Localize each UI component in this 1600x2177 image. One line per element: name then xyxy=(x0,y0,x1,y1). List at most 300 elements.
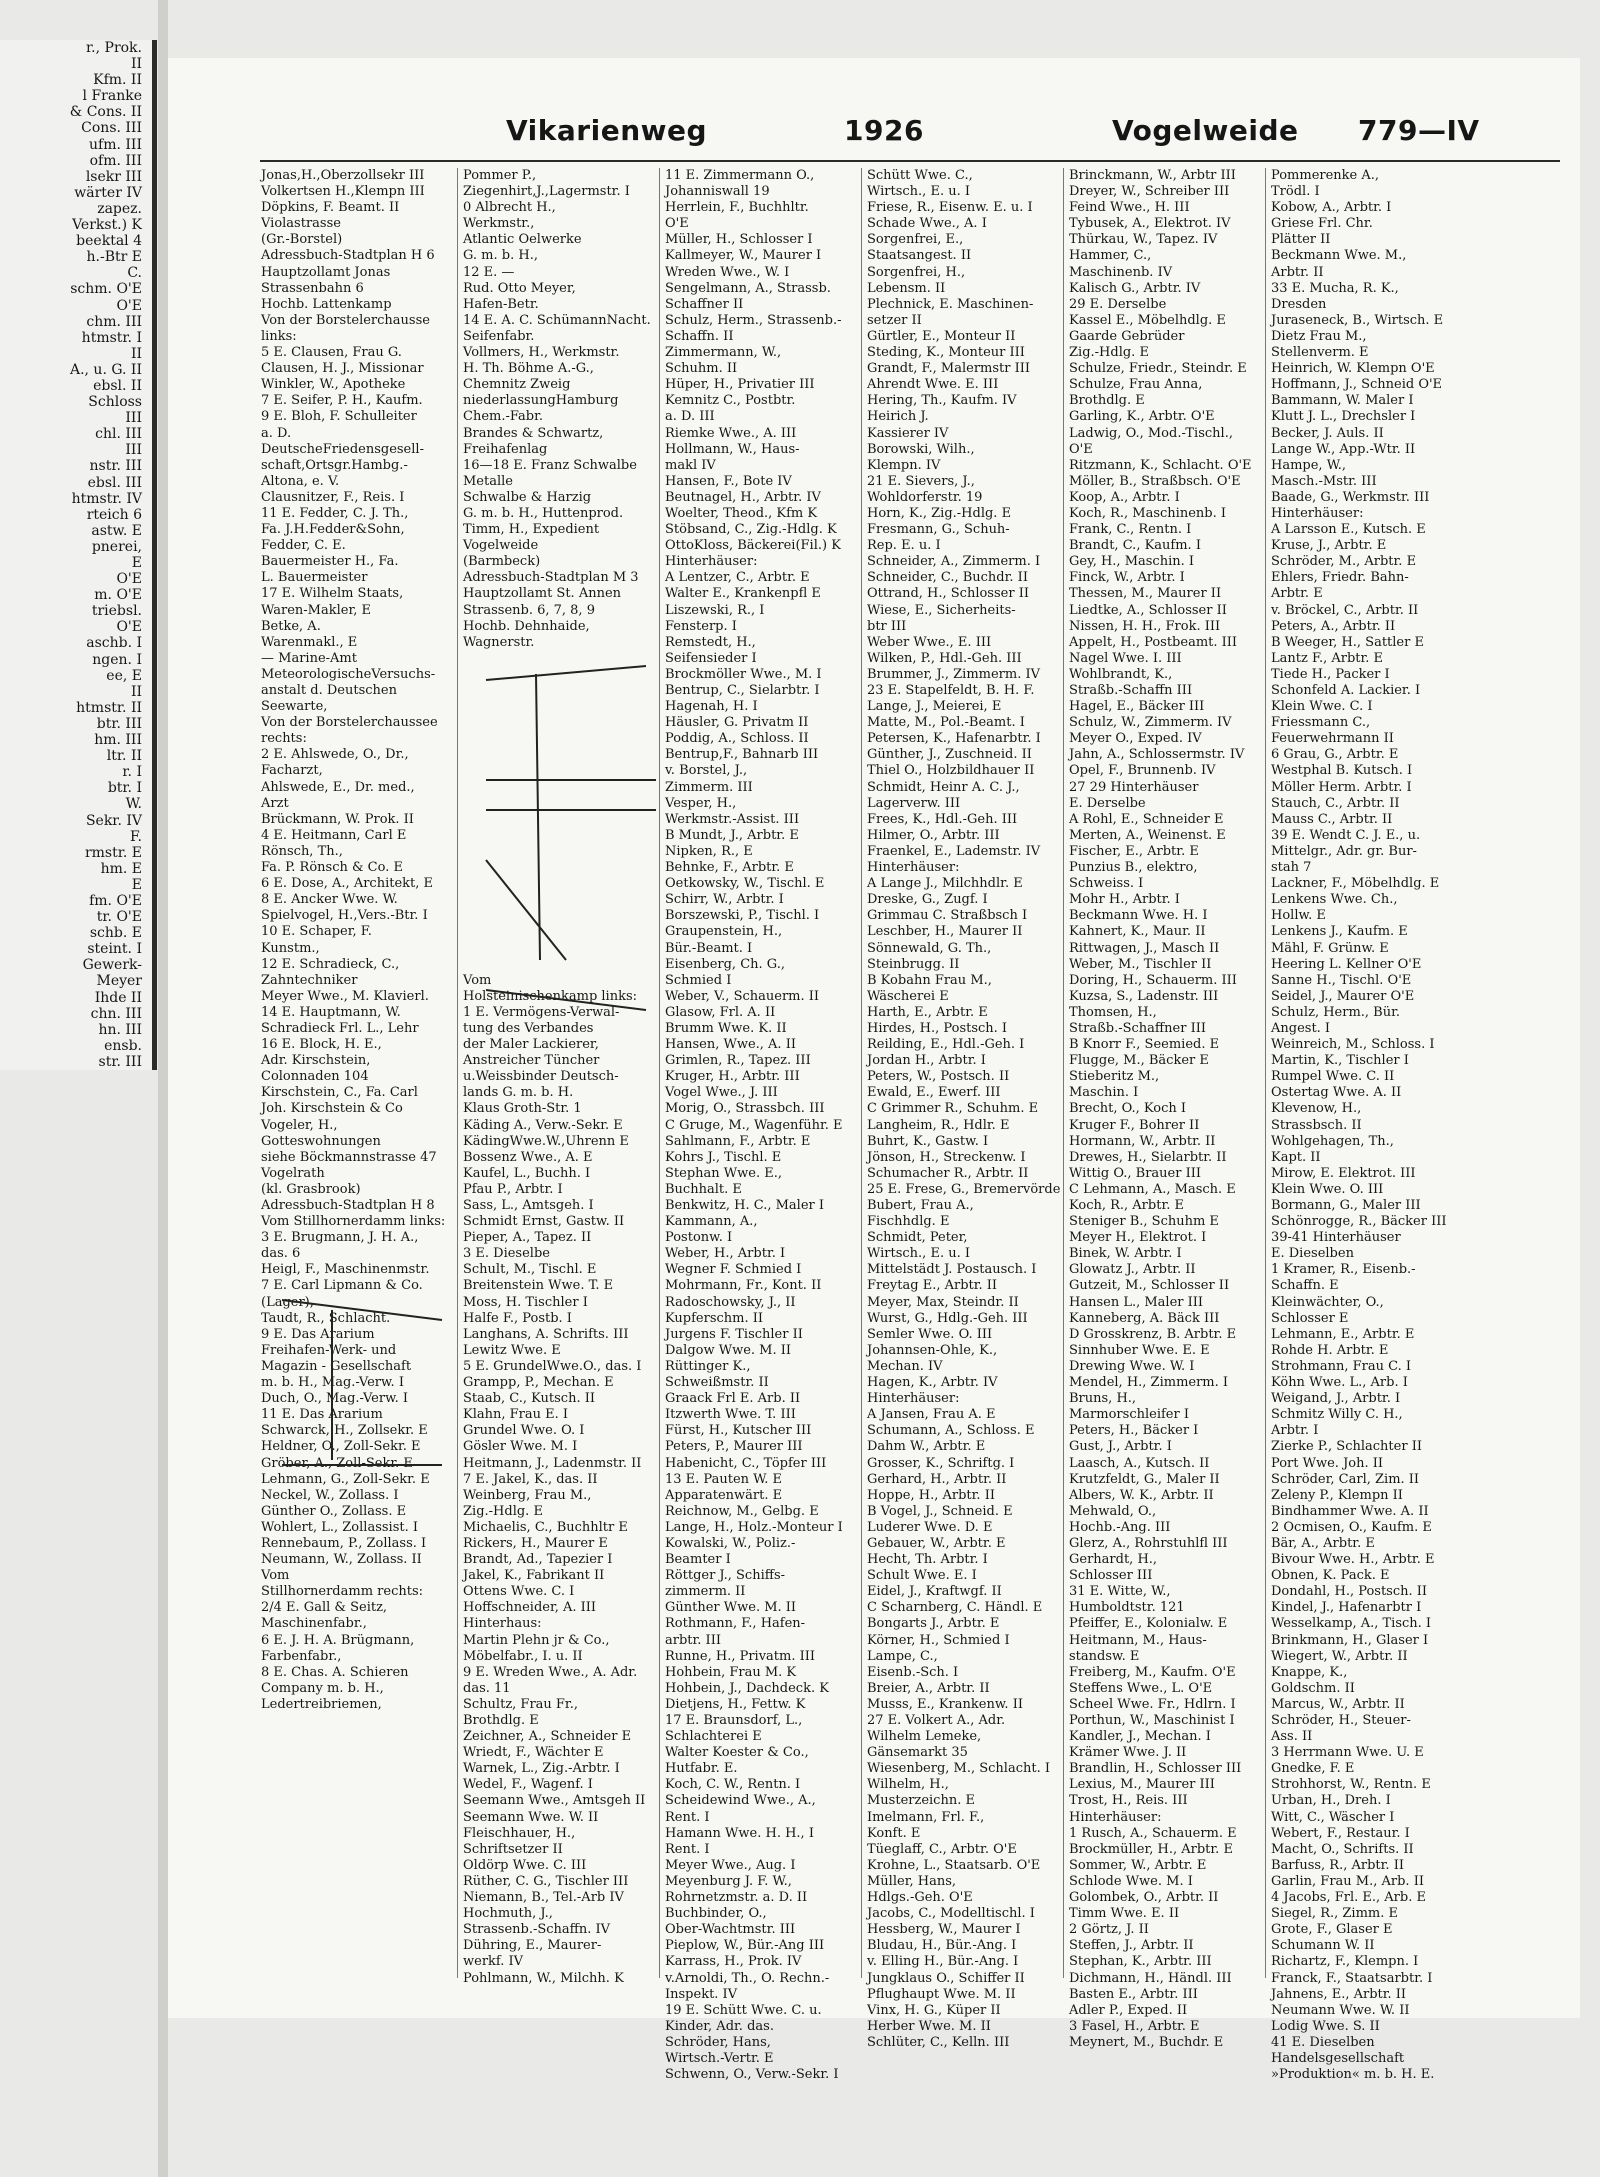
directory-entry: Straßb.-Schaffn III xyxy=(1069,683,1193,698)
directory-column-1 xyxy=(258,168,452,1988)
directory-entry: B Knorr F., Seemied. E xyxy=(1069,1037,1220,1053)
directory-entry: Rüther, C. G., Tischler III xyxy=(463,1873,629,1889)
directory-entry: Rothmann, F., Hafen- xyxy=(665,1616,806,1632)
left-page-fragment: Verkst.) K xyxy=(72,217,142,234)
directory-entry: C Grimmer R., Schuhm. E xyxy=(867,1101,1039,1117)
directory-entry: Möbelfabr., I. u. II xyxy=(463,1648,583,1664)
directory-entry: Heigl, F., Maschinenmstr. xyxy=(261,1262,430,1278)
directory-entry: Holsteinischenkamp links: xyxy=(463,988,638,1004)
directory-column-2 xyxy=(460,168,654,1988)
directory-entry: Hochb. Lattenkamp xyxy=(261,296,392,312)
directory-entry: a. D. III xyxy=(665,409,715,425)
directory-entry: Karrass, H., Prok. IV xyxy=(665,1954,802,1970)
directory-entry: Stauch, C., Arbtr. II xyxy=(1271,795,1400,811)
directory-entry: Clausen, H. J., Missionar xyxy=(261,361,424,377)
directory-entry: 3 Fasel, H., Arbtr. E xyxy=(1069,2018,1200,2034)
directory-entry: Siegel, R., Zimm. E xyxy=(1271,1906,1398,1922)
directory-entry: Winkler, W., Apotheke xyxy=(261,377,406,393)
directory-entry: Dreske, G., Zugf. I xyxy=(867,892,988,908)
directory-entry: Finck, W., Arbtr. I xyxy=(1069,570,1185,586)
directory-entry: Plätter II xyxy=(1271,232,1331,248)
directory-entry: Hirdes, H., Postsch. I xyxy=(867,1020,1008,1036)
directory-entry: Hammer, C., xyxy=(1069,248,1152,264)
directory-entry: Thomsen, H., xyxy=(1069,1004,1157,1020)
directory-entry: 7 E. Carl Lipmann & Co. xyxy=(261,1278,423,1294)
directory-entry: das. 11 xyxy=(463,1680,511,1696)
directory-entry: Radoschowsky, J., II xyxy=(665,1294,796,1310)
directory-entry: Hansen, F., Bote IV xyxy=(665,473,792,489)
directory-entry: Hochmuth, J., xyxy=(463,1906,553,1922)
directory-entry: a. D. xyxy=(261,425,292,441)
directory-entry: Frees, K., Hdl.-Geh. III xyxy=(867,811,1018,827)
directory-entry: Schaffner II xyxy=(665,296,744,312)
directory-entry: Steffens Wwe., L. O'E xyxy=(1069,1680,1213,1696)
directory-entry: Werkmstr., xyxy=(463,216,535,232)
directory-entry: Ober-Wachtmstr. III xyxy=(665,1922,796,1938)
directory-entry: Fensterp. I xyxy=(665,618,737,634)
directory-entry: Bubert, Frau A., xyxy=(867,1198,974,1213)
directory-entry: Graupenstein, H., xyxy=(665,924,783,940)
directory-entry: Humboldtstr. 121 xyxy=(1069,1600,1185,1616)
directory-entry: Schulze, Friedr., Steindr. E xyxy=(1069,361,1247,377)
directory-entry: Ottrand, H., Schlosser II xyxy=(867,586,1029,602)
directory-entry: Arzt xyxy=(261,795,289,811)
directory-entry: Facharzt, xyxy=(261,763,323,779)
directory-entry: Schult, M., Tischl. E xyxy=(463,1262,597,1278)
directory-entry: Gerhard, H., Arbtr. II xyxy=(867,1471,1007,1487)
directory-entry: Ritzmann, K., Schlacht. O'E xyxy=(1069,457,1252,473)
directory-entry: Günther Wwe. M. II xyxy=(665,1600,797,1616)
directory-entry: Scheidewind Wwe., A., xyxy=(665,1793,816,1809)
vogelrath-street-map xyxy=(272,1290,452,1480)
directory-entry: Fischhdlg. E xyxy=(867,1214,950,1230)
directory-entry: Eidel, J., Kraftwgf. II xyxy=(867,1584,1002,1600)
directory-entry: Adressbuch-Stadtplan M 3 xyxy=(463,570,639,586)
directory-entry: Sahlmann, F., Arbtr. E xyxy=(665,1133,811,1149)
directory-entry: Betke, A. xyxy=(261,618,321,634)
directory-entry: Brandlin, H., Schlosser III xyxy=(1069,1761,1242,1777)
directory-column-5 xyxy=(1066,168,1260,2050)
directory-entry: Dühring, E., Maurer- xyxy=(463,1938,602,1954)
directory-entry: Freihafen-Werk- und xyxy=(261,1342,397,1358)
directory-entry: Witt, C., Wäscher I xyxy=(1271,1809,1395,1825)
directory-entry: Strohmann, Frau C. I xyxy=(1271,1358,1412,1374)
directory-entry: Rent. I xyxy=(665,1841,710,1857)
directory-entry: Pieplow, W., Bür.-Ang III xyxy=(665,1938,825,1954)
directory-entry: Krutzfeldt, G., Maler II xyxy=(1069,1471,1220,1487)
directory-entry: Appelt, H., Postbeamt. III xyxy=(1069,634,1238,650)
left-page-fragment: O'E xyxy=(116,297,142,314)
directory-entry: 25 E. Frese, G., Bremervörde xyxy=(867,1181,1061,1197)
directory-entry: Weigand, J., Arbtr. I xyxy=(1271,1391,1401,1407)
directory-entry: Hamann Wwe. H. H., I xyxy=(665,1825,814,1841)
header-left-keyword: Vikarienweg xyxy=(506,114,708,147)
directory-entry: Hoffschneider, A. III xyxy=(463,1600,597,1616)
directory-entry: Wiegert, W., Arbtr. II xyxy=(1271,1648,1408,1664)
directory-entry: Arbtr. E xyxy=(1271,586,1323,602)
directory-entry: Ahlswede, E., Dr. med., xyxy=(261,779,415,795)
left-page-fragment: hm. E xyxy=(100,860,142,877)
header-right-keyword: Vogelweide xyxy=(1112,114,1299,147)
directory-entry: Dahm W., Arbtr. E xyxy=(867,1439,986,1455)
directory-entry: Hagel, E., Bäcker III xyxy=(1069,699,1205,715)
directory-entry: Brückmann, W. Prok. II xyxy=(261,811,414,827)
directory-entry: Pfau P., Arbtr. I xyxy=(463,1181,563,1197)
directory-entry: Kammann, A., xyxy=(665,1214,758,1230)
column-divider xyxy=(659,168,660,1978)
directory-entry: 14 E. Hauptmann, W. xyxy=(261,1004,401,1020)
directory-entry: Zig.-Hdlg. E xyxy=(463,1503,543,1519)
column-divider xyxy=(1063,168,1064,1978)
directory-entry: Schultz, Frau Fr., xyxy=(463,1696,578,1712)
directory-entry: Fraenkel, E., Lademstr. IV xyxy=(867,843,1041,859)
left-page-fragment: O'E xyxy=(116,619,142,636)
directory-entry: Schmitz Willy C. H., xyxy=(1271,1407,1403,1423)
directory-entry: C Scharnberg, C. Händl. E xyxy=(867,1600,1043,1616)
directory-entry: Hochb.-Ang. III xyxy=(1069,1519,1171,1535)
directory-entry: Poddig, A., Schloss. II xyxy=(665,731,809,747)
directory-entry: werkf. IV xyxy=(463,1954,524,1970)
directory-entry: Goldschm. II xyxy=(1271,1680,1355,1696)
left-page-fragment: ufm. III xyxy=(89,136,142,153)
directory-entry: Seifensieder I xyxy=(665,650,757,666)
directory-entry: Brothdlg. E xyxy=(1069,393,1145,409)
directory-entry: Graack Frl E. Arb. II xyxy=(665,1391,801,1407)
directory-entry: Rickers, H., Maurer E xyxy=(463,1535,608,1551)
directory-entry: Kallmeyer, W., Maurer I xyxy=(665,248,822,264)
directory-entry: Gaarde Gebrüder xyxy=(1069,328,1185,344)
directory-entry: Farbenfabr., xyxy=(261,1648,342,1664)
directory-entry: 4 E. Heitmann, Carl E xyxy=(261,827,407,843)
left-page-fragment: rmstr. E xyxy=(84,844,142,861)
directory-entry: Ladwig, O., Mod.-Tischl., xyxy=(1069,425,1233,441)
directory-entry: Schwenn, O., Verw.-Sekr. I xyxy=(665,2067,839,2083)
directory-entry: 23 E. Stapelfeldt, B. H. F. xyxy=(867,683,1035,698)
directory-entry: niederlassungHamburg xyxy=(463,393,619,409)
directory-entry: Hutfabr. E. xyxy=(665,1761,738,1777)
directory-entry: Beutnagel, H., Arbtr. IV xyxy=(665,489,821,505)
directory-entry: Meyer Wwe., Aug. I xyxy=(665,1857,796,1873)
directory-entry: Leschber, H., Maurer II xyxy=(867,924,1023,940)
directory-entry: Martin Plehn jr & Co., xyxy=(463,1632,610,1648)
directory-entry: Schulz, W., Zimmerm. IV xyxy=(1069,715,1232,731)
directory-entry: Herrlein, F., Buchhltr. xyxy=(665,200,809,216)
directory-entry: Kassierer IV xyxy=(867,425,949,441)
directory-column-6 xyxy=(1268,168,1462,2083)
directory-entry: Zimmerm. III xyxy=(665,779,753,795)
directory-entry: stah 7 xyxy=(1271,860,1312,876)
directory-entry: Tüeglaff, C., Arbtr. O'E xyxy=(867,1841,1017,1857)
directory-entry: Klempn. IV xyxy=(867,457,941,473)
directory-entry: Port Wwe. Joh. II xyxy=(1271,1455,1384,1471)
directory-entry: Breier, A., Arbtr. II xyxy=(867,1680,990,1696)
directory-entry: Kuzsa, S., Ladenstr. III xyxy=(1069,988,1219,1004)
directory-entry: Schulz, Herm., Bür. xyxy=(1271,1004,1401,1020)
directory-entry: Zeichner, A., Schneider E xyxy=(463,1729,632,1745)
directory-entry: Heering L. Kellner O'E xyxy=(1271,956,1422,972)
directory-entry: Steding, K., Monteur III xyxy=(867,345,1025,361)
directory-entry: O'E xyxy=(665,216,689,232)
directory-entry: 7 E. Seifer, P. H., Kaufm. xyxy=(261,393,423,409)
directory-entry: 9 E. Wreden Wwe., A. Adr. xyxy=(463,1664,638,1680)
directory-entry: Arbtr. I xyxy=(1271,1423,1319,1439)
directory-entry: E. Derselbe xyxy=(1069,795,1146,811)
directory-entry: Müller, Hans, xyxy=(867,1873,957,1889)
directory-entry: Luderer Wwe. D. E xyxy=(867,1519,993,1535)
directory-entry: Wohlgehagen, Th., xyxy=(1271,1133,1394,1149)
directory-entry: Steffen, J., Arbtr. II xyxy=(1069,1938,1194,1954)
directory-entry: Rent. I xyxy=(665,1809,710,1825)
directory-entry: Macht, O., Schrifts. II xyxy=(1271,1841,1414,1857)
directory-entry: Behnke, F., Arbtr. E xyxy=(665,860,794,876)
directory-entry: Hoppe, H., Arbtr. II xyxy=(867,1487,995,1503)
directory-entry: Pommerenke A., xyxy=(1271,168,1380,183)
directory-entry: (Barmbeck) xyxy=(463,554,541,570)
directory-entry: Chemnitz Zweig xyxy=(463,377,571,393)
directory-entry: Vom xyxy=(463,972,492,988)
directory-entry: Mähl, F. Grünw. E xyxy=(1271,940,1389,956)
directory-entry: 4 Jacobs, Frl. E., Arb. E xyxy=(1271,1890,1426,1906)
left-page-fragment: E xyxy=(131,876,142,893)
directory-entry: Gürtler, E., Monteur II xyxy=(867,328,1016,344)
directory-entry: Hagenah, H. I xyxy=(665,699,758,715)
directory-entry: 21 E. Sievers, J., xyxy=(867,473,975,489)
directory-entry: Borszewski, P., Tischl. I xyxy=(665,908,820,924)
directory-entry: Beckmann Wwe. H. I xyxy=(1069,908,1208,924)
left-page-fragment: wärter IV xyxy=(74,184,142,201)
directory-entry: Dichmann, H., Händl. III xyxy=(1069,1970,1232,1986)
previous-page-edge xyxy=(0,40,157,1070)
directory-entry: Mohr H., Arbtr. I xyxy=(1069,892,1180,908)
directory-entry: Klahn, Frau E. I xyxy=(463,1407,569,1423)
directory-entry: Basten E., Arbtr. III xyxy=(1069,1986,1198,2002)
directory-entry: Lexius, M., Maurer III xyxy=(1069,1777,1215,1793)
directory-entry: Koch, C. W., Rentn. I xyxy=(665,1777,801,1793)
directory-entry: 2 E. Ahlswede, O., Dr., xyxy=(261,747,409,763)
directory-entry: Lange W., App.-Wtr. II xyxy=(1271,441,1416,457)
directory-entry: Wohlert, L., Zollassist. I xyxy=(261,1519,418,1535)
directory-entry: 6 E. Dose, A., Architekt, E xyxy=(261,876,434,892)
directory-entry: 7 E. Jakel, K., das. II xyxy=(463,1471,598,1487)
directory-entry: Hinterhaus: xyxy=(463,1616,542,1632)
directory-entry: Rüttinger K., xyxy=(665,1358,751,1374)
directory-entry: Wiesenberg, M., Schlacht. I xyxy=(867,1761,1050,1777)
directory-entry: 3 E. Brugmann, J. H. A., xyxy=(261,1230,419,1246)
directory-entry: Kalisch G., Arbtr. IV xyxy=(1069,280,1201,296)
directory-entry: Adressbuch-Stadtplan H 8 xyxy=(261,1198,435,1213)
directory-entry: Schriftsetzer II xyxy=(463,1841,563,1857)
directory-entry: Eisenberg, Ch. G., xyxy=(665,956,785,972)
directory-entry: Jönson, H., Streckenw. I xyxy=(867,1149,1026,1165)
directory-entry: Schweiss. I xyxy=(1069,876,1144,892)
directory-entry: Binek, W. Arbtr. I xyxy=(1069,1246,1182,1262)
directory-entry: 3 Herrmann Wwe. U. E xyxy=(1271,1745,1424,1761)
directory-entry: Baade, G., Werkmstr. III xyxy=(1271,489,1430,505)
left-page-fragment: Sekr. IV xyxy=(85,812,142,829)
directory-entry: Steniger B., Schuhm E xyxy=(1069,1214,1219,1230)
directory-entry: Fischer, E., Arbtr. E xyxy=(1069,843,1199,859)
directory-entry: Schlachterei E xyxy=(665,1729,762,1745)
directory-entry: DeutscheFriedensgesell- xyxy=(261,441,424,457)
left-page-fragment: rteich 6 xyxy=(86,506,142,523)
directory-entry: Meyer, Max, Steindr. II xyxy=(867,1294,1019,1310)
directory-entry: Brandt, Ad., Tapezier I xyxy=(463,1552,613,1568)
directory-entry: Heitmann, M., Haus- xyxy=(1069,1632,1207,1648)
directory-entry: Hohbein, Frau M. K xyxy=(665,1664,797,1680)
directory-entry: Warenmakl., E xyxy=(261,634,358,650)
left-page-fragment: btr. III xyxy=(96,715,142,732)
left-page-fragment: fm. O'E xyxy=(89,892,142,909)
directory-entry: Inspekt. IV xyxy=(665,1986,738,2002)
directory-entry: Sommer, W., Arbtr. E xyxy=(1069,1857,1207,1873)
directory-entry: Herber Wwe. M. II xyxy=(867,2018,991,2034)
directory-entry: Tiede H., Packer I xyxy=(1271,666,1390,682)
directory-entry: Angest. I xyxy=(1271,1020,1331,1036)
directory-entry: Klaus Groth-Str. 1 xyxy=(463,1101,582,1117)
directory-entry: Brandt, C., Kaufm. I xyxy=(1069,538,1201,554)
directory-entry: Petersen, K., Hafenarbtr. I xyxy=(867,731,1041,747)
left-page-fragment: l Franke xyxy=(82,88,142,105)
directory-entry: Röttger J., Schiffs- xyxy=(665,1568,786,1584)
directory-entry: A Rohl, E., Schneider E xyxy=(1069,811,1224,827)
directory-entry: Hollmann, W., Haus- xyxy=(665,441,800,457)
directory-entry: Werkmstr.-Assist. III xyxy=(665,811,800,827)
directory-entry: Brinkmann, H., Glaser I xyxy=(1271,1632,1429,1648)
directory-entry: Sanne H., Tischl. O'E xyxy=(1271,972,1412,988)
directory-entry: Weinberg, Frau M., xyxy=(463,1487,592,1503)
directory-entry: Seemann Wwe. W. II xyxy=(463,1809,599,1825)
directory-entry: Porthun, W., Maschinist I xyxy=(1069,1713,1235,1728)
directory-entry: Johanniswall 19 xyxy=(665,184,770,200)
directory-entry: Jacobs, C., Modelltischl. I xyxy=(867,1906,1035,1922)
directory-entry: Rennebaum, P., Zollass. I xyxy=(261,1535,427,1551)
directory-entry: Schlüter, C., Kelln. III xyxy=(867,2034,1010,2050)
directory-entry: Hinterhäuser: xyxy=(665,554,758,570)
directory-entry: Semler Wwe. O. III xyxy=(867,1326,993,1342)
directory-entry: Dondahl, H., Postsch. II xyxy=(1271,1584,1428,1600)
directory-entry: tung des Verbandes xyxy=(463,1020,594,1036)
directory-entry: Schröder, Carl, Zim. II xyxy=(1271,1471,1420,1487)
directory-entry: Lodig Wwe. S. II xyxy=(1271,2018,1380,2034)
directory-entry: Weber, M., Tischler II xyxy=(1069,956,1212,972)
directory-entry: Zierke P., Schlachter II xyxy=(1271,1439,1422,1455)
left-page-fragment: chm. III xyxy=(86,313,142,330)
directory-entry: Bammann, W. Maler I xyxy=(1271,393,1414,409)
directory-entry: 1 E. Vermögens-Verwal- xyxy=(463,1004,620,1020)
directory-entry: Hdlgs.-Geh. O'E xyxy=(867,1890,973,1906)
directory-entry: Wriedt, F., Wächter E xyxy=(463,1745,604,1761)
directory-entry: Kupferschm. II xyxy=(665,1310,764,1326)
directory-entry: (Gr.-Borstel) xyxy=(261,232,343,248)
directory-entry: B Mundt, J., Arbtr. E xyxy=(665,827,799,843)
directory-entry: Maschinenb. IV xyxy=(1069,264,1173,280)
directory-entry: Seewarte, xyxy=(261,699,328,715)
directory-entry: Moss, H. Tischler I xyxy=(463,1294,588,1310)
left-page-fragment: lsekr III xyxy=(85,168,142,185)
directory-entry: Fa. P. Rönsch & Co. E xyxy=(261,860,403,876)
directory-entry: Rittwagen, J., Masch II xyxy=(1069,940,1220,956)
directory-entry: Pohlmann, W., Milchh. K xyxy=(463,1970,624,1986)
directory-entry: Beckmann Wwe. M., xyxy=(1271,248,1407,264)
directory-entry: Gutzeit, M., Schlosser II xyxy=(1069,1278,1230,1294)
directory-entry: Metalle xyxy=(463,473,513,489)
left-page-fragment: chn. III xyxy=(90,1005,142,1022)
directory-entry: das. 6 xyxy=(261,1246,301,1262)
directory-entry: Hilmer, O., Arbtr. III xyxy=(867,827,1000,843)
directory-entry: Nipken, R., E xyxy=(665,843,753,859)
directory-entry: m. b. H., Mag.-Verw. I xyxy=(261,1375,404,1391)
directory-entry: standsw. E xyxy=(1069,1648,1140,1664)
directory-entry: Scheel Wwe. Fr., Hdlrn. I xyxy=(1069,1696,1236,1712)
left-page-fragment: m. O'E xyxy=(94,587,142,604)
left-page-fragment: beektal 4 xyxy=(76,233,142,250)
directory-entry: Kindel, J., Hafenarbtr I xyxy=(1271,1600,1422,1616)
directory-entry: Adr. Kirschstein, xyxy=(261,1053,371,1069)
left-page-fragment: F. xyxy=(130,828,142,845)
left-page-fragment: tr. O'E xyxy=(96,909,142,926)
directory-entry: Stephan, K., Arbtr. III xyxy=(1069,1954,1212,1970)
left-page-fragment: Schloss xyxy=(88,394,142,411)
directory-entry: schaft,Ortsgr.Hambg.- xyxy=(261,457,408,473)
directory-entry: Remstedt, H., xyxy=(665,634,756,650)
directory-entry: Grundel Wwe. O. I xyxy=(463,1423,585,1439)
directory-entry: Fleischhauer, H., xyxy=(463,1825,576,1841)
directory-entry: Meynert, M., Buchdr. E xyxy=(1069,2034,1224,2050)
directory-entry: 39 E. Wendt C. J. E., u. xyxy=(1271,827,1421,843)
directory-entry: Kassel E., Möbelhdlg. E xyxy=(1069,312,1226,328)
directory-entry: 1 Kramer, R., Eisenb.- xyxy=(1271,1262,1416,1278)
directory-entry: Lange, H., Holz.-Monteur I xyxy=(665,1519,843,1535)
directory-entry: Oetkowsky, W., Tischl. E xyxy=(665,876,825,892)
directory-entry: Ahrendt Wwe. E. III xyxy=(867,377,999,393)
left-page-fragment: O'E xyxy=(116,571,142,588)
directory-entry: Glowatz J., Arbtr. II xyxy=(1069,1262,1196,1278)
directory-entry: Koop, A., Arbtr. I xyxy=(1069,489,1180,505)
directory-entry: Lewitz Wwe. E xyxy=(463,1342,561,1358)
directory-entry: Kruger, H., Arbtr. III xyxy=(665,1069,800,1085)
directory-entry: Trost, H., Reis. III xyxy=(1069,1793,1188,1809)
directory-entry: Dreyer, W., Schreiber III xyxy=(1069,184,1230,200)
directory-entry: Pfeiffer, E., Kolonialw. E xyxy=(1069,1616,1228,1632)
left-page-fragment: Kfm. II xyxy=(93,72,142,89)
directory-entry: Wilken, P., Hdl.-Geh. III xyxy=(867,650,1022,666)
directory-entry: Peters, H., Bäcker I xyxy=(1069,1423,1199,1439)
directory-entry: Bär, A., Arbtr. E xyxy=(1271,1535,1375,1551)
directory-entry: MeteorologischeVersuchs- xyxy=(261,666,436,682)
left-page-fragment: schm. O'E xyxy=(70,281,142,298)
directory-entry: Staab, C., Kutsch. II xyxy=(463,1391,595,1407)
directory-entry: Lenkens Wwe. Ch., xyxy=(1271,892,1398,908)
directory-entry: Grimmau C. Straßbsch I xyxy=(867,908,1028,924)
directory-entry: Krohne, L., Staatsarb. O'E xyxy=(867,1857,1041,1873)
left-page-fragment: III xyxy=(125,442,142,459)
left-page-fragment: astw. E xyxy=(91,522,142,539)
directory-entry: Itzwerth Wwe. T. III xyxy=(665,1407,796,1423)
directory-entry: Grote, F., Glaser E xyxy=(1271,1922,1393,1938)
left-page-fragment: htmstr. I xyxy=(81,329,142,346)
directory-entry: Rud. Otto Meyer, xyxy=(463,280,576,296)
left-page-fragment: ngen. I xyxy=(92,651,142,668)
directory-entry: Lehmann, E., Arbtr. E xyxy=(1271,1326,1415,1342)
left-page-fragment: W. xyxy=(125,796,142,813)
directory-entry: 2/4 E. Gall & Seitz, xyxy=(261,1600,388,1616)
directory-entry: Schmidt Ernst, Gastw. II xyxy=(463,1214,625,1230)
directory-entry: O'E xyxy=(1069,441,1093,457)
directory-entry: Spielvogel, H.,Vers.-Btr. I xyxy=(261,908,428,924)
left-page-fragment: II xyxy=(130,56,142,73)
directory-entry: Johannsen-Ohle, K., xyxy=(867,1342,998,1358)
directory-entry: Hollw. E xyxy=(1271,908,1326,924)
